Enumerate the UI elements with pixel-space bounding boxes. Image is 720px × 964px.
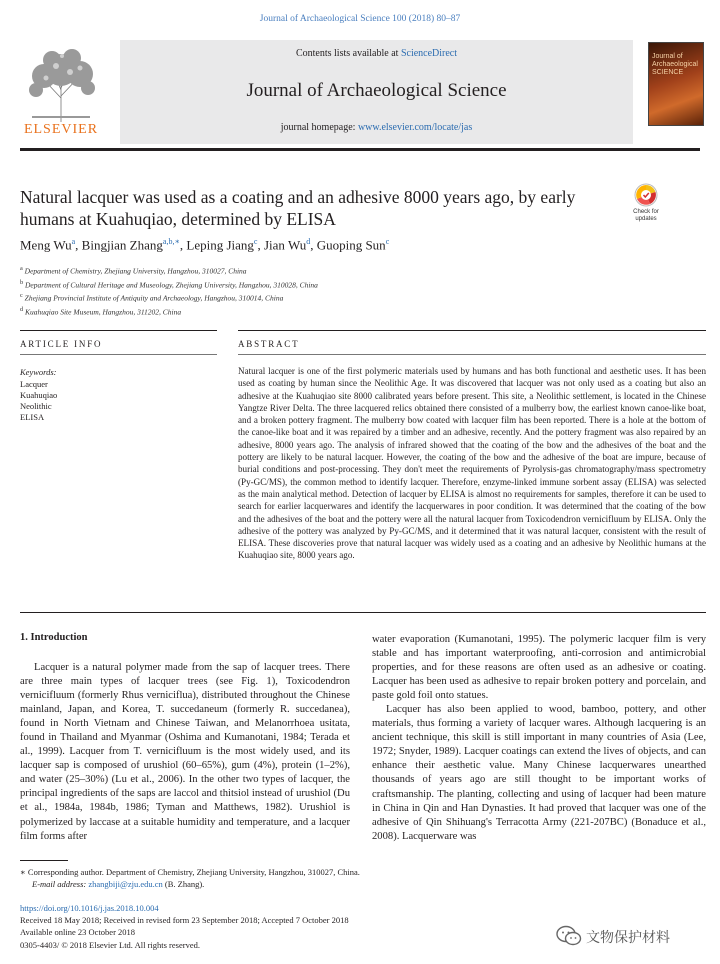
abstract-text: Natural lacquer is one of the first polymeric materials used by humans and has both functional and aesthetic uses. It has been used as coating by human since the Neolithic Age. It was discovered that lacquer was not only used as a coating but also an adhesive at the Kuahuqiao site 8000 calibrated years before present. This site, a Neolithic settlement, is located in the Chinese Yangtze River Delta. The three lacquered relics obtained there consisted of a mulberry bow, the earliest known canoe-like boat, and a broken pottery fragment. The mulberry bow coated with lacquer film has been reported. There is a hole at the bottom of the canoe-like boat and it was repaired by a timber and an adhesive, recently. And the pottery fragment was also repaired by an adhesive, 8000 years ago. The analysis of infrared showed that the coating of the bow and the adhesives of the boat and the pottery are likely to be natural lacquer. However, the coating of the bow and the adhesive of the boat are impure, because of burial conditions and post-processing. They don't meet the requirements of Pyrolysis-gas chromatography/mass spectrometry (Py-GC/MS), the common method to identify lacquer. Therefore, enzyme-linked immune sorbent assay (ELISA) was selected as the main analytical method. Detection of lacquer by ELISA is almost no requirements for samples, therefore it can be used to search for earlier lacquerwares and identify the lacquerwares in poor condition. It was determined that the coating of the bow and the adhesives of the boat and the pottery were all the natural lacquer from Toxicodendron vernicifluum by ELISA. Only the adhesive of the pottery was analyzed by Py-GC/MS, and it determined that it was natural lacquer, consistent with the result of ELISA. These discoveries prove that natural lacquer was widely used as a coating and an adhesive by Neolithic humans at the Kuahuqiao site, 8000 years ago. <box>238 366 706 561</box>
abstract-bottom-rule <box>20 612 706 613</box>
keyword-item[interactable]: Kuahuqiao <box>20 390 58 400</box>
affiliation-text: Department of Cultural Heritage and Museology, Zhejiang University, Hangzhou, 310028, China <box>25 280 318 289</box>
affiliation-text: Department of Chemistry, Zhejiang University, Hangzhou, 310027, China <box>24 266 247 276</box>
running-head: Journal of Archaeological Science 100 (2018) 80–87 <box>259 14 461 24</box>
journal-banner <box>120 40 633 144</box>
author-affil-sup[interactable]: c <box>253 237 258 246</box>
check-updates-line1: Check for <box>633 209 659 215</box>
sciencedirect-link[interactable]: ScienceDirect <box>400 48 458 59</box>
corresponding-footnote <box>20 866 480 890</box>
corresponding-author: ∗ Corresponding author. Department of Chemistry, Zhejiang University, Hangzhou, 310027, China. <box>20 867 360 877</box>
tree-logo-icon <box>22 46 100 124</box>
author-list: Meng Wu$^a$, Bingjian Zhang$^{a,b,∗}$, Leping Jiang$^c$, Jian Wu$^d$, Guoping Sun$^c$ <box>20 237 390 253</box>
received-dates: Received 18 May 2018; Received in revised form 23 September 2018; Accepted 7 October 2018 <box>20 915 349 926</box>
affiliation-sup: d <box>20 305 24 313</box>
contents-prefix: Contents lists available at <box>295 48 401 59</box>
email-link[interactable]: zhangbiji@zju.edu.cn <box>88 879 163 889</box>
journal-header <box>20 40 700 144</box>
keyword-item[interactable]: ELISA <box>20 412 45 422</box>
article-title: Natural lacquer was used as a coating and an adhesive 8000 years ago, by early humans at Kuahuqiao, determined by ELISA <box>20 187 576 229</box>
check-updates-icon <box>634 183 658 207</box>
email-line <box>20 878 480 890</box>
intro-right-column <box>372 633 706 844</box>
keywords-label: Keywords: <box>20 367 57 377</box>
check-for-updates-button[interactable] <box>628 183 664 227</box>
keyword-list <box>20 379 57 423</box>
abstract-sub-rule <box>238 354 706 355</box>
article-info-sub-rule <box>20 354 217 355</box>
keyword-item[interactable]: Neolithic <box>20 401 52 411</box>
article-info-heading: ARTICLE INFO <box>20 339 103 349</box>
affiliations <box>20 263 680 317</box>
author-affil-sup[interactable]: d <box>306 237 311 246</box>
affiliation-text: Zhejiang Provincial Institute of Antiquity and Archaeology, Hangzhou, 310014, China <box>24 293 284 303</box>
email-label: E-mail address: <box>32 879 89 889</box>
intro-heading: 1. Introduction <box>20 632 88 643</box>
affiliation-item <box>20 277 680 291</box>
affiliation-item <box>20 304 680 318</box>
journal-name: Journal of Archaeological Science <box>246 80 507 101</box>
footnote-rule <box>20 860 68 861</box>
affiliation-sup: c <box>20 292 23 299</box>
abstract-heading: ABSTRACT <box>238 339 300 349</box>
elsevier-logo[interactable] <box>20 40 104 144</box>
author-name[interactable]: Meng Wu <box>20 237 72 253</box>
author-name[interactable]: Guoping Sun <box>316 237 386 253</box>
author-affil-sup[interactable]: c <box>385 237 390 246</box>
homepage-prefix: journal homepage: <box>280 122 358 133</box>
contents-line <box>120 48 633 59</box>
check-updates-label <box>628 209 664 223</box>
affiliation-sup: b <box>20 278 24 286</box>
abstract-top-rule <box>238 330 706 331</box>
homepage-link[interactable]: www.elsevier.com/locate/jas <box>357 122 473 133</box>
affiliation-sup: a <box>20 265 23 272</box>
homepage-line <box>120 122 633 133</box>
intro-paragraph: Lacquer is a natural polymer made from the sap of lacquer trees. There are three main types of lacquer trees (see Fig. 1), Toxicodendron vernicifluum (formerly Rhus verniciflua), distributed throughout the Chinese mainland, Japan, and Korea, T. succedaneum (formerly R. succedanea), found in North Vietnam and Chinese Taiwan, and Melanorrhoea usitata, found in Thailand and Myanmar (Oshima and Kumanotani, 1984; Terada et al., 1999). Lacquer from T. vernicifluum is the most widely used, and its lacquer sap is composed of urushiol (60–65%), gum (4%), protein (1–2%), and water (25–30%) (Lu et al., 2006). In the other two types of lacquer, the principal ingredients of the saps are laccol and thitsiol instead of urushiol (Du et al., 1984a, 1984b, 1986; Tyman and Matthews, 1982). Urushiol is polymerized by laccase at a suitable humidity and temperature, and a lacquer film forms after <box>20 662 350 842</box>
doi-link[interactable]: https://doi.org/10.1016/j.jas.2018.10.004 <box>20 903 159 913</box>
available-online: Available online 23 October 2018 <box>20 927 136 938</box>
affiliation-item <box>20 290 680 304</box>
keyword-item[interactable]: Lacquer <box>20 379 48 389</box>
affiliation-text: Kuahuqiao Site Museum, Hangzhou, 311202, China <box>25 307 182 316</box>
intro-paragraph: water evaporation (Kumanotani, 1995). The polymeric lacquer film is very stable and has important waterproofing, anti-corrosion and antimicrobial properties, and for these reasons are often used as an adhesive or coating. Lacquer has been used as adhesive to repair broken pottery and porcelain, and paste gold foil onto statues. <box>372 634 706 702</box>
article-info-top-rule <box>20 330 217 331</box>
affiliation-item <box>20 263 680 277</box>
publisher-name: ELSEVIER <box>23 122 99 137</box>
email-suffix: (B. Zhang). <box>162 879 205 889</box>
author-name[interactable]: Jian Wu <box>263 237 307 253</box>
intro-paragraph: Lacquer has also been applied to wood, bamboo, pottery, and other materials, thus forming a variety of lacquer wares. Although lacquering is an ancient technique, this skill is still important in many countries of Asia (Lee, 1972; Snyder, 1989). Lacquer coatings can extend the lives of objects, and can enhance their aesthetic value. Many Chinese lacquerwares unearthed thousands of years ago are still thought to be important works of craftsmanship. The planting, collecting and using of lacquer had been mature in China in Qin and Han Dynasties. It had proved that lacquer was one of the adhesive of Qin Shihuang's Terracotta Army (221-207BC) (Bonaduce et al., 2008). Lacquerware was <box>372 704 706 842</box>
author-name[interactable]: Bingjian Zhang <box>81 237 163 253</box>
wechat-watermark <box>556 925 706 949</box>
author-affil-sup[interactable]: a,b,∗ <box>162 237 180 246</box>
author-name[interactable]: Leping Jiang <box>186 237 254 253</box>
cover-title: Journal of Archaeological SCIENCE <box>652 53 698 76</box>
wechat-icon <box>556 925 582 947</box>
article-metadata <box>20 902 520 951</box>
author-affil-sup[interactable]: a <box>71 237 76 246</box>
journal-cover-image[interactable] <box>648 42 704 126</box>
watermark-text: 文物保护材料 <box>586 930 670 946</box>
header-rule <box>20 148 700 151</box>
intro-left-column <box>20 661 350 844</box>
check-updates-line2: updates <box>635 216 657 222</box>
copyright: 0305-4403/ © 2018 Elsevier Ltd. All rights reserved. <box>20 939 200 950</box>
